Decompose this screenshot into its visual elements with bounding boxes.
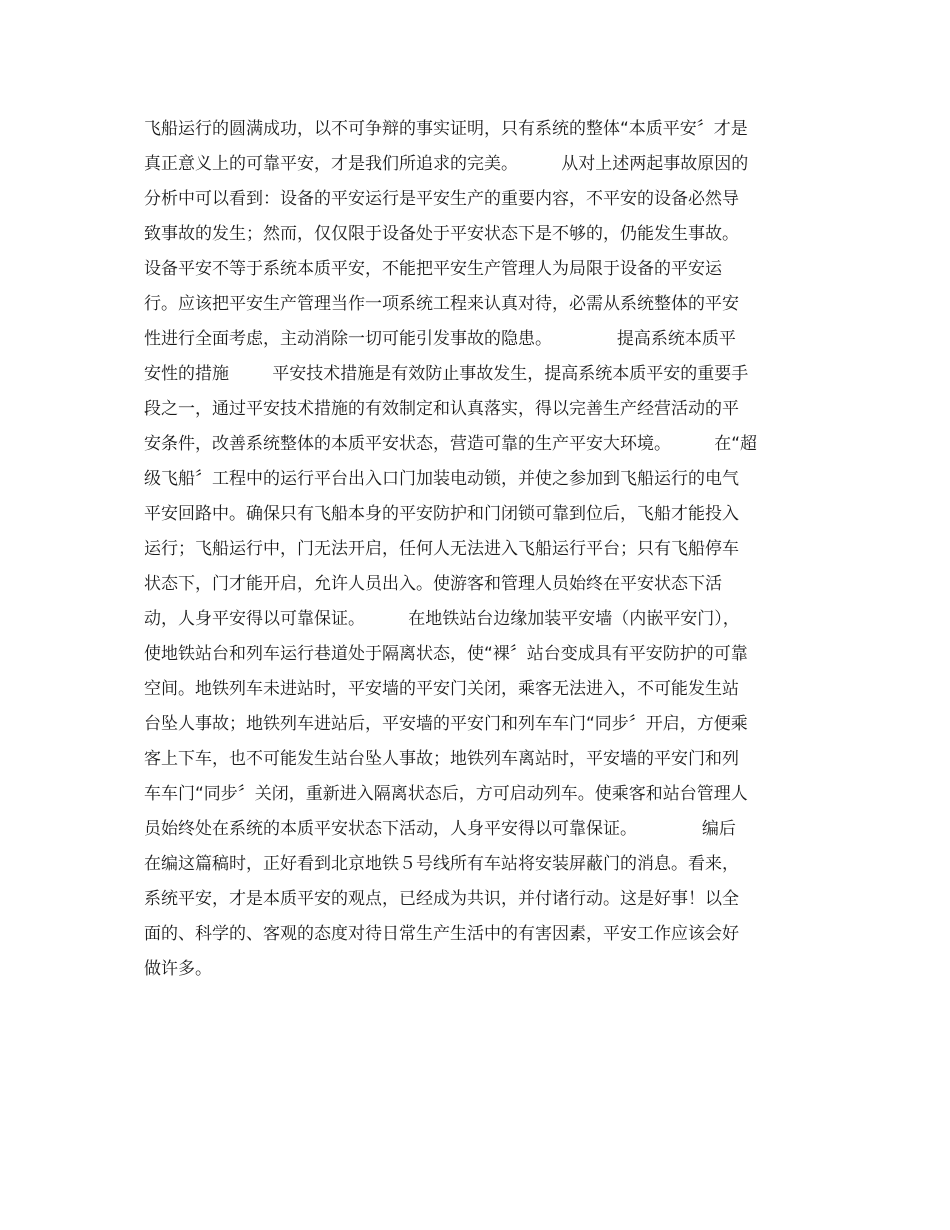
text-line-11: 级飞船〞工程中的运行平台出入口门加装电动锁，并使之参加到飞船运行的电气 xyxy=(144,469,739,489)
text-line-19: 客上下车，也不可能发生站台坠人事故；地铁列车离站时，平安墙的平安门和列 xyxy=(144,749,739,769)
text-line-24: 面的、科学的、客观的态度对待日常生产生活中的有害因素，平安工作应该会好 xyxy=(144,924,739,944)
text-line-17: 空间。地铁列车未进站时，平安墙的平安门关闭，乘客无法进入，不可能发生站 xyxy=(144,679,739,699)
text-line-8: 安性的措施 平安技术措施是有效防止事故发生，提高系统本质平安的重要手 xyxy=(144,364,749,384)
text-line-10: 安条件，改善系统整体的本质平安状态，营造可靠的生产平安大环境。 在“超 xyxy=(144,434,758,454)
text-line-14: 状态下，门才能开启，允许人员出入。使游客和管理人员始终在平安状态下活 xyxy=(144,574,722,594)
text-line-6: 行。应该把平安生产管理当作一项系统工程来认真对待，必需从系统整体的平安 xyxy=(144,294,739,314)
text-line-13: 运行；飞船运行中，门无法开启，任何人无法进入飞船运行平台；只有飞船停车 xyxy=(144,539,739,559)
text-line-15: 动，人身平安得以可靠保证。 在地铁站台边缘加装平安墙（内嵌平安门）， xyxy=(144,609,740,629)
text-line-12: 平安回路中。确保只有飞船本身的平安防护和门闭锁可靠到位后，飞船才能投入 xyxy=(144,504,739,524)
text-line-5: 设备平安不等于系统本质平安，不能把平安生产管理人为局限于设备的平安运 xyxy=(144,259,722,279)
text-line-3: 分析中可以看到：设备的平安运行是平安生产的重要内容，不平安的设备必然导 xyxy=(144,189,739,209)
text-line-7: 性进行全面考虑，主动消除一切可能引发事故的隐患。 提高系统本质平 xyxy=(144,329,736,349)
text-line-1: 飞船运行的圆满成功，以不可争辩的事实证明，只有系统的整体“本质平安〞才是 xyxy=(144,119,748,139)
text-line-25: 做许多。 xyxy=(144,959,212,979)
body-text xyxy=(144,112,808,987)
text-line-2: 真正意义上的可靠平安，才是我们所追求的完美。 从对上述两起事故原因的 xyxy=(144,154,749,174)
text-line-22: 在编这篇稿时，正好看到北京地铁５号线所有车站将安装屏蔽门的消息。看来， xyxy=(144,854,739,874)
text-line-4: 致事故的发生；然而，仅仅限于设备处于平安状态下是不够的，仍能发生事故。 xyxy=(144,224,739,244)
text-line-23: 系统平安，才是本质平安的观点，已经成为共识，并付诸行动。这是好事！以全 xyxy=(144,889,739,909)
text-line-18: 台坠人事故；地铁列车进站后，平安墙的平安门和列车车门“同步〞开启，方便乘 xyxy=(144,714,748,734)
text-line-16: 使地铁站台和列车运行巷道处于隔离状态，使“裸〞站台变成具有平安防护的可靠 xyxy=(144,644,748,664)
text-line-9: 段之一，通过平安技术措施的有效制定和认真落实，得以完善生产经营活动的平 xyxy=(144,399,739,419)
text-line-20: 车车门“同步〞关闭，重新进入隔离状态后，方可启动列车。使乘客和站台管理人 xyxy=(144,784,748,804)
text-line-21: 员始终处在系统的本质平安状态下活动，人身平安得以可靠保证。 编后 xyxy=(144,819,736,839)
